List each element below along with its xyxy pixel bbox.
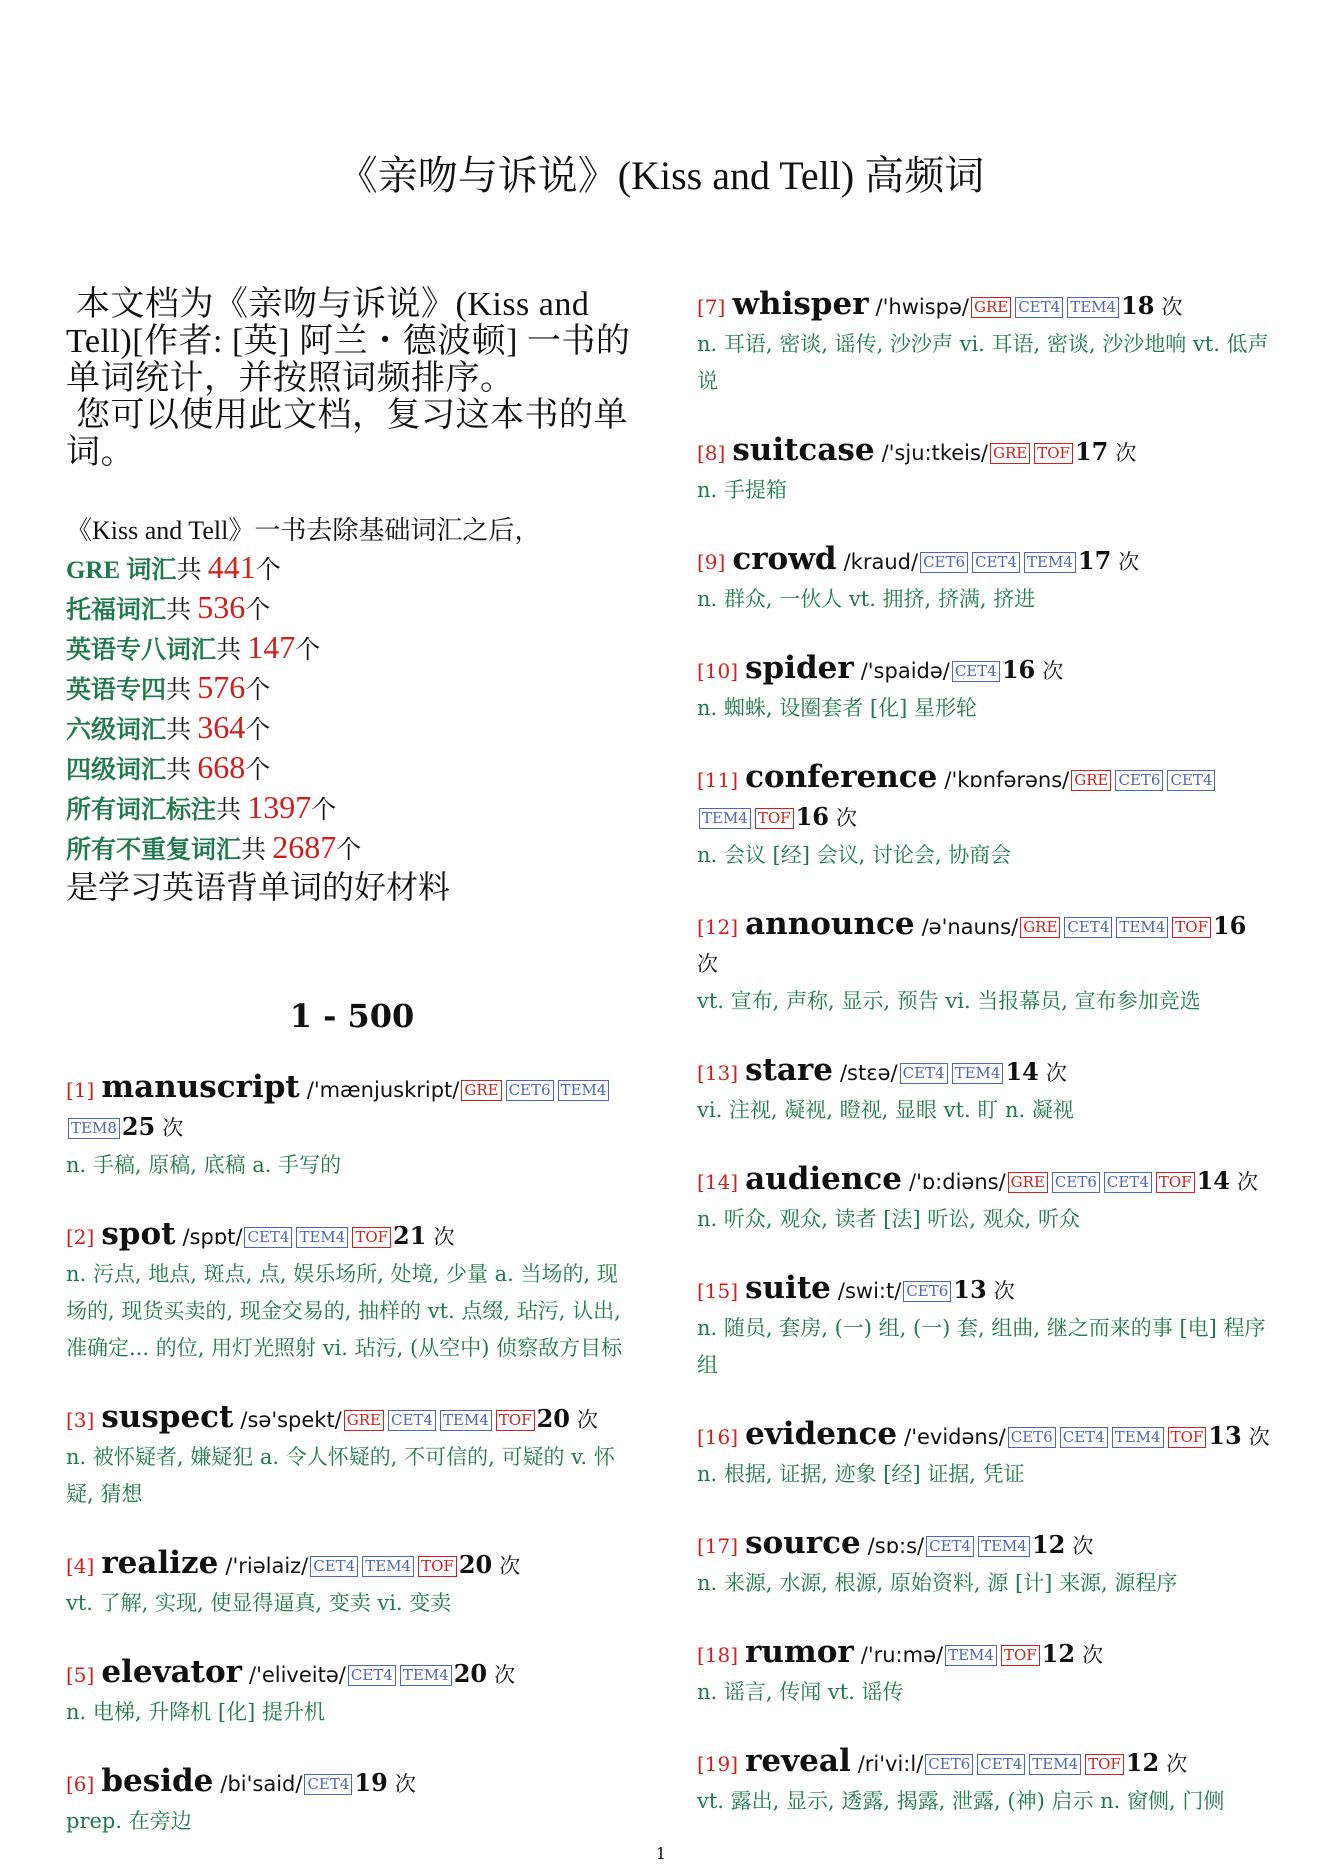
entry-word: rumor — [745, 1634, 854, 1670]
entry-index: [11] — [697, 768, 739, 792]
exam-tag: TEM8 — [68, 1118, 120, 1139]
entry-phonetic: /'eliveitə/ — [249, 1663, 346, 1687]
entry-count: 12 — [1125, 1748, 1160, 1777]
exam-tag: TEM4 — [978, 1536, 1030, 1557]
entry-word: crowd — [732, 541, 837, 577]
entry-count: 20 — [453, 1659, 488, 1688]
word-entry — [697, 1052, 1272, 1129]
entry-word: source — [745, 1525, 861, 1561]
count-suffix: 次 — [1072, 1534, 1094, 1558]
exam-tag: CET4 — [900, 1063, 948, 1084]
exam-tag: CET4 — [1015, 297, 1063, 318]
entry-definition: n. 被怀疑者, 嫌疑犯 a. 令人怀疑的, 不可信的, 可疑的 v. 怀疑, 猜想 — [66, 1445, 615, 1506]
stat-count: 576 — [197, 669, 246, 705]
word-entry — [697, 1743, 1272, 1820]
entry-count: 12 — [1041, 1639, 1076, 1668]
stat-row — [66, 669, 638, 709]
entry-phonetic: /kraud/ — [843, 550, 919, 574]
exam-tag: TEM4 — [699, 808, 751, 829]
word-list-left — [66, 1069, 638, 1840]
entry-phonetic: /'spaidə/ — [860, 659, 950, 683]
entry-count: 18 — [1121, 291, 1155, 320]
entry-word: suitcase — [732, 432, 875, 468]
stat-label: 英语专四 — [66, 677, 167, 704]
stat-connector: 共 — [241, 837, 273, 864]
entry-count: 14 — [1005, 1057, 1039, 1086]
entry-count: 14 — [1196, 1166, 1230, 1195]
entry-header — [697, 286, 1272, 326]
exam-tag: TEM4 — [1067, 297, 1119, 318]
exam-tag: GRE — [1008, 1172, 1048, 1193]
exam-tag: TOF — [1001, 1645, 1040, 1666]
exam-tag: TEM4 — [1029, 1754, 1081, 1775]
exam-tag: CET4 — [977, 1754, 1025, 1775]
entry-index: [15] — [697, 1279, 739, 1303]
entry-header — [697, 1270, 1272, 1310]
entry-word: manuscript — [101, 1069, 300, 1105]
stat-connector: 共 — [216, 797, 248, 824]
stats-lead: 《Kiss and Tell》一书去除基础词汇之后， — [66, 516, 541, 545]
entry-index: [8] — [697, 441, 726, 465]
stat-connector: 共 — [166, 677, 198, 704]
exam-tag: TEM4 — [362, 1556, 414, 1577]
entry-count: 13 — [953, 1275, 987, 1304]
exam-tag: CET4 — [388, 1410, 436, 1431]
stat-count: 147 — [247, 629, 296, 665]
entry-index: [4] — [66, 1554, 95, 1578]
entry-index: [12] — [697, 915, 739, 939]
stat-connector: 共 — [176, 557, 208, 584]
stat-unit: 个 — [245, 717, 271, 744]
word-entry — [697, 286, 1272, 400]
entry-index: [10] — [697, 659, 739, 683]
entry-phonetic: /'riəlaiz/ — [225, 1554, 309, 1578]
stat-count: 536 — [197, 589, 246, 625]
entry-phonetic: /stɛə/ — [839, 1061, 898, 1085]
entry-definition: n. 电梯, 升降机 [化] 提升机 — [66, 1700, 325, 1724]
exam-tag: CET6 — [903, 1281, 951, 1302]
entry-index: [1] — [66, 1078, 95, 1102]
entry-phonetic: /spɒt/ — [182, 1225, 243, 1249]
exam-tag: CET6 — [920, 552, 968, 573]
exam-tag: CET4 — [926, 1536, 974, 1557]
exam-tag: TOF — [496, 1410, 535, 1431]
word-entry — [66, 1216, 638, 1367]
stat-row — [66, 829, 638, 869]
entry-phonetic: /ri'vi:l/ — [857, 1752, 924, 1776]
entry-definition: n. 根据, 证据, 迹象 [经] 证据, 凭证 — [697, 1462, 1025, 1486]
stat-unit: 个 — [255, 557, 281, 584]
entry-definition: vi. 注视, 凝视, 瞪视, 显眼 vt. 盯 n. 凝视 — [697, 1098, 1074, 1122]
exam-tag: CET4 — [1167, 770, 1215, 791]
exam-tag: GRE — [990, 443, 1030, 464]
entry-header — [66, 1545, 638, 1585]
count-suffix: 次 — [697, 952, 718, 976]
word-list-right — [697, 286, 1272, 1820]
exam-tag: CET6 — [1115, 770, 1163, 791]
count-suffix: 次 — [499, 1554, 521, 1578]
entry-definition: n. 谣言, 传闻 vt. 谣传 — [697, 1680, 904, 1704]
entry-header — [697, 1052, 1272, 1092]
entry-phonetic: /'ɒ:diəns/ — [909, 1170, 1006, 1194]
entry-count: 13 — [1208, 1421, 1242, 1450]
entry-header — [697, 759, 1272, 837]
entry-count: 20 — [458, 1550, 493, 1579]
stat-row — [66, 629, 638, 669]
entry-word: suite — [745, 1270, 831, 1306]
exam-tag: TEM4 — [400, 1665, 452, 1686]
count-suffix: 次 — [1166, 1752, 1188, 1776]
entry-header — [697, 1161, 1272, 1201]
stat-count: 1397 — [247, 789, 312, 825]
exam-tag: TOF — [352, 1227, 391, 1248]
exam-tag: GRE — [1071, 770, 1111, 791]
entry-header — [66, 1216, 638, 1256]
exam-tag: TOF — [1085, 1754, 1124, 1775]
entry-word: realize — [101, 1545, 219, 1581]
entry-index: [18] — [697, 1643, 739, 1667]
count-suffix: 次 — [1161, 295, 1183, 319]
entry-phonetic: /'sju:tkeis/ — [881, 441, 989, 465]
stat-count: 668 — [197, 749, 246, 785]
exam-tag: GRE — [461, 1080, 501, 1101]
entry-header — [697, 1525, 1272, 1565]
count-suffix: 次 — [1115, 441, 1137, 465]
entry-phonetic: /'evidəns/ — [904, 1425, 1006, 1449]
count-suffix: 次 — [1248, 1425, 1270, 1449]
vocabulary-stats — [66, 513, 638, 905]
exam-tag: TEM4 — [952, 1063, 1004, 1084]
exam-tag: CET4 — [1104, 1172, 1152, 1193]
stat-label: 四级词汇 — [66, 757, 167, 784]
exam-tag: CET4 — [310, 1556, 358, 1577]
entry-word: whisper — [732, 286, 869, 322]
stat-count: 364 — [197, 709, 246, 745]
entry-index: [17] — [697, 1534, 739, 1558]
stat-row — [66, 749, 638, 789]
right-column — [697, 286, 1272, 1852]
stat-label: GRE 词汇 — [66, 557, 177, 584]
stat-unit: 个 — [245, 677, 271, 704]
stat-label: 所有不重复词汇 — [66, 837, 242, 864]
entry-definition: n. 来源, 水源, 根源, 原始资料, 源 [计] 来源, 源程序 — [697, 1571, 1178, 1595]
entry-definition: n. 会议 [经] 会议, 讨论会, 协商会 — [697, 843, 1012, 867]
stat-connector: 共 — [166, 597, 198, 624]
exam-tag: CET4 — [244, 1227, 292, 1248]
exam-tag: CET4 — [972, 552, 1020, 573]
stat-count: 441 — [207, 549, 256, 585]
entry-index: [7] — [697, 295, 726, 319]
entry-word: audience — [745, 1161, 902, 1197]
stat-unit: 个 — [336, 837, 362, 864]
entry-word: spider — [745, 650, 854, 686]
stat-row — [66, 709, 638, 749]
word-entry — [66, 1069, 638, 1184]
entry-count: 16 — [1212, 911, 1247, 940]
exam-tag: CET4 — [304, 1774, 352, 1795]
stat-connector: 共 — [166, 757, 198, 784]
word-entry — [697, 1416, 1272, 1493]
exam-tag: CET4 — [1060, 1427, 1108, 1448]
stat-label: 所有词汇标注 — [66, 797, 217, 824]
entry-index: [16] — [697, 1425, 739, 1449]
stat-label: 六级词汇 — [66, 717, 167, 744]
word-entry — [66, 1399, 638, 1513]
entry-index: [13] — [697, 1061, 739, 1085]
exam-tag: TEM4 — [1112, 1427, 1164, 1448]
entry-definition: n. 蜘蛛, 设圈套者 [化] 星形轮 — [697, 696, 977, 720]
stat-label: 英语专八词汇 — [66, 637, 217, 664]
exam-tag: TEM4 — [440, 1410, 492, 1431]
count-suffix: 次 — [1118, 550, 1140, 574]
exam-tag: CET6 — [1008, 1427, 1056, 1448]
entry-definition: n. 随员, 套房, (一) 组, (一) 套, 组曲, 继之而来的事 [电] 程序组 — [697, 1316, 1266, 1377]
entry-word: announce — [745, 906, 915, 942]
stat-row — [66, 789, 638, 829]
count-suffix: 次 — [993, 1279, 1015, 1303]
word-entry — [66, 1763, 638, 1840]
entry-phonetic: /sə'spekt/ — [240, 1408, 342, 1432]
entry-header — [697, 541, 1272, 581]
entry-header — [697, 906, 1272, 983]
count-suffix: 次 — [162, 1116, 184, 1140]
exam-tag: CET4 — [1064, 917, 1112, 938]
entry-count: 25 — [121, 1112, 156, 1141]
exam-tag: GRE — [971, 297, 1011, 318]
entry-phonetic: /bi'said/ — [220, 1772, 303, 1796]
exam-tag: TOF — [1034, 443, 1073, 464]
intro-paragraph — [66, 286, 638, 471]
count-suffix: 次 — [1045, 1061, 1067, 1085]
entry-phonetic: /swi:t/ — [837, 1279, 902, 1303]
entry-word: suspect — [101, 1399, 234, 1435]
entry-definition: vt. 宣布, 声称, 显示, 预告 vi. 当报幕员, 宣布参加竞选 — [697, 989, 1201, 1013]
stat-label: 托福词汇 — [66, 597, 167, 624]
entry-phonetic: /ə'nauns/ — [921, 915, 1019, 939]
entry-word: beside — [101, 1763, 214, 1799]
entry-word: stare — [745, 1052, 833, 1088]
exam-tag: GRE — [344, 1410, 384, 1431]
entry-header — [697, 650, 1272, 690]
exam-tag: GRE — [1020, 917, 1060, 938]
entry-count: 20 — [536, 1404, 570, 1433]
count-suffix: 次 — [835, 806, 857, 830]
entry-phonetic: /'mænjuskript/ — [306, 1078, 460, 1102]
entry-definition: vt. 了解, 实现, 使显得逼真, 变卖 vi. 变卖 — [66, 1591, 452, 1615]
stat-connector: 共 — [166, 717, 198, 744]
stats-list — [66, 549, 638, 869]
entry-phonetic: /'hwispə/ — [875, 295, 969, 319]
exam-tag: CET4 — [348, 1665, 396, 1686]
entry-index: [2] — [66, 1225, 95, 1249]
word-entry — [66, 1545, 638, 1622]
range-heading: 1 - 500 — [289, 997, 415, 1035]
exam-tag: TEM4 — [1116, 917, 1168, 938]
exam-tag: TEM4 — [945, 1645, 997, 1666]
word-entry — [697, 759, 1272, 874]
left-column — [66, 286, 638, 1872]
word-entry — [697, 1525, 1272, 1602]
entry-definition: prep. 在旁边 — [66, 1809, 192, 1833]
entry-definition: n. 污点, 地点, 斑点, 点, 娱乐场所, 处境, 少量 a. 当场的, 现场的, 现货买卖的, 现金交易的, 抽样的 vt. 点缀, 玷污, 认出, 准确定... 的位, 用灯光照射 vi. 玷污, (从空中) 侦察敌方目标 — [66, 1262, 623, 1360]
stat-unit: 个 — [295, 637, 321, 664]
entry-count: 17 — [1077, 546, 1112, 575]
entry-count: 16 — [1001, 655, 1036, 684]
word-entry — [697, 432, 1272, 509]
entry-header — [697, 1634, 1272, 1674]
count-suffix: 次 — [1082, 1643, 1104, 1667]
stat-row — [66, 589, 638, 629]
entry-index: [5] — [66, 1663, 95, 1687]
exam-tag: TOF — [1168, 1427, 1207, 1448]
exam-tag: TEM4 — [1024, 552, 1076, 573]
count-suffix: 次 — [576, 1408, 598, 1432]
count-suffix: 次 — [494, 1663, 516, 1687]
entry-definition: n. 手稿, 原稿, 底稿 a. 手写的 — [66, 1153, 342, 1177]
entry-header — [697, 1416, 1272, 1456]
entry-phonetic: /sɒ:s/ — [867, 1534, 925, 1558]
count-suffix: 次 — [433, 1225, 455, 1249]
word-entry — [66, 1654, 638, 1731]
entry-count: 16 — [795, 802, 829, 831]
stat-unit: 个 — [311, 797, 337, 824]
entry-count: 19 — [354, 1768, 388, 1797]
entry-header — [66, 1654, 638, 1694]
exam-tag: TOF — [1172, 917, 1211, 938]
entry-word: elevator — [101, 1654, 242, 1690]
entry-phonetic: /'ru:mə/ — [860, 1643, 944, 1667]
stat-unit: 个 — [245, 757, 271, 784]
entry-definition: n. 耳语, 密谈, 谣传, 沙沙声 vi. 耳语, 密谈, 沙沙地响 vt. 低声说 — [697, 332, 1269, 393]
entry-index: [19] — [697, 1752, 739, 1776]
exam-tag: TEM4 — [558, 1080, 610, 1101]
entry-definition: n. 听众, 观众, 读者 [法] 听讼, 观众, 听众 — [697, 1207, 1081, 1231]
count-suffix: 次 — [394, 1772, 416, 1796]
exam-tag: CET6 — [925, 1754, 973, 1775]
count-suffix: 次 — [1237, 1170, 1258, 1194]
entry-index: [3] — [66, 1408, 95, 1432]
stat-connector: 共 — [216, 637, 248, 664]
entry-count: 17 — [1074, 437, 1109, 466]
entry-definition: n. 手提箱 — [697, 478, 787, 502]
entry-definition: n. 群众, 一伙人 vt. 拥挤, 挤满, 挤进 — [697, 587, 1036, 611]
entry-word: evidence — [745, 1416, 898, 1452]
entry-phonetic: /'kɒnfərəns/ — [944, 768, 1070, 792]
exam-tag: CET6 — [1052, 1172, 1100, 1193]
entry-header — [66, 1399, 638, 1439]
word-entry — [697, 1270, 1272, 1384]
exam-tag: CET4 — [952, 661, 1000, 682]
entry-count: 21 — [393, 1221, 427, 1250]
stat-count: 2687 — [272, 829, 337, 865]
entry-header — [66, 1069, 638, 1147]
entry-header — [66, 1763, 638, 1803]
entry-index: [9] — [697, 550, 726, 574]
entry-index: [14] — [697, 1170, 739, 1194]
entry-word: reveal — [745, 1743, 851, 1779]
exam-tag: TEM4 — [296, 1227, 348, 1248]
entry-header — [697, 432, 1272, 472]
count-suffix: 次 — [1042, 659, 1064, 683]
word-entry — [697, 650, 1272, 727]
entry-count: 12 — [1031, 1530, 1066, 1559]
word-entry — [697, 906, 1272, 1020]
entry-index: [6] — [66, 1772, 95, 1796]
entry-definition: vt. 露出, 显示, 透露, 揭露, 泄露, (神) 启示 n. 窗侧, 门侧 — [697, 1789, 1225, 1813]
exam-tag: TOF — [1156, 1172, 1195, 1193]
entry-word: conference — [745, 759, 938, 795]
intro-line-2: 您可以使用此文档，复习这本书的单词。 — [66, 397, 628, 471]
word-entry — [697, 1634, 1272, 1711]
word-entry — [697, 1161, 1272, 1238]
page-title: 《亲吻与诉说》(Kiss and Tell) 高频词 — [337, 153, 985, 198]
page-number: 1 — [655, 1844, 667, 1863]
exam-tag: TOF — [418, 1556, 457, 1577]
entry-word: spot — [101, 1216, 176, 1252]
word-entry — [697, 541, 1272, 618]
exam-tag: CET6 — [506, 1080, 554, 1101]
entry-header — [697, 1743, 1272, 1783]
stats-closing: 是学习英语背单词的好材料 — [66, 869, 451, 905]
stat-row — [66, 549, 638, 589]
stat-unit: 个 — [245, 597, 271, 624]
exam-tag: TOF — [755, 808, 794, 829]
intro-line-1: 本文档为《亲吻与诉说》(Kiss and Tell)[作者: [英] 阿兰・德波顿] 一书的单词统计，并按照词频排序。 — [66, 286, 631, 397]
